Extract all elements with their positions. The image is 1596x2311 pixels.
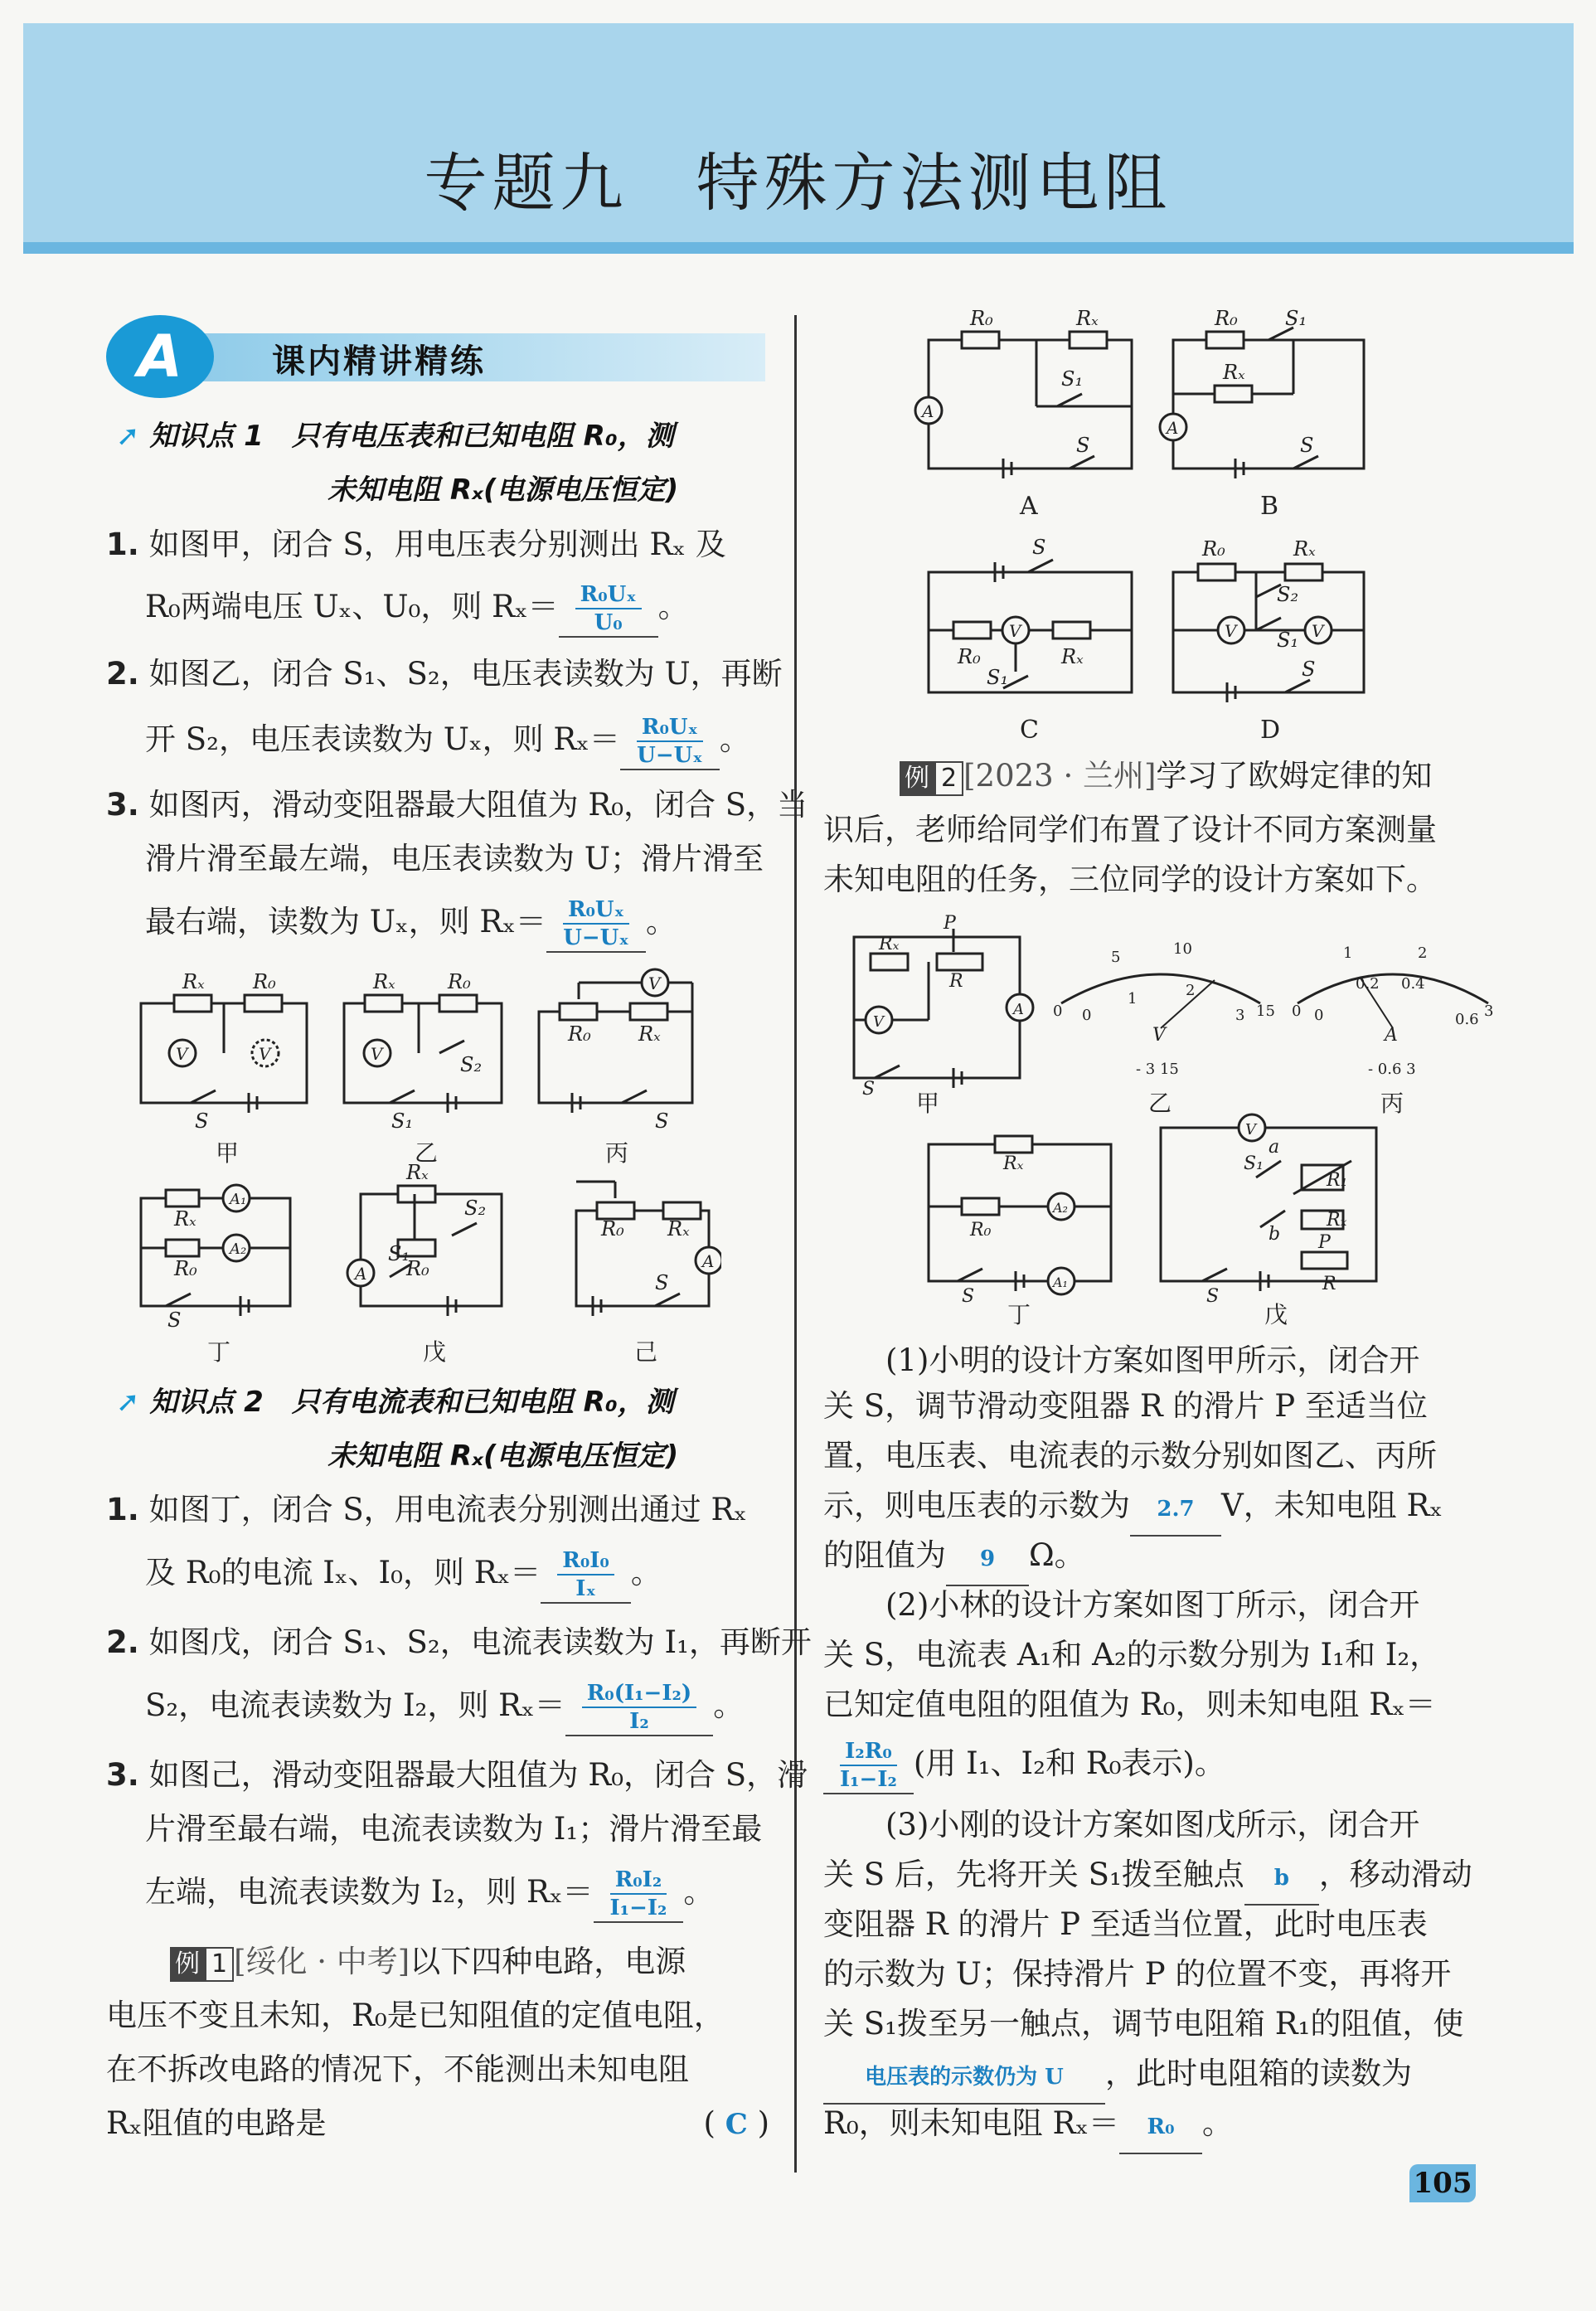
ex2-p3-text7b: 。 — [1202, 2105, 1233, 2141]
q1-text1: 如图甲，闭合 S，用电压表分别测出 Rₓ 及 — [148, 527, 726, 562]
q6-text3: 左端，电流表读数为 I₂，则 Rₓ＝ — [145, 1873, 594, 1910]
meter-v-tick: 0 — [1053, 1003, 1063, 1020]
ex2-p3-text7a: R₀，则未知电阻 Rₓ＝ — [823, 2105, 1119, 2141]
label-s: S — [1032, 536, 1046, 559]
label-rx: Rₓ — [1003, 1153, 1024, 1174]
label-s: S — [962, 1286, 975, 1307]
q1-number: 1. — [106, 527, 139, 562]
label-v: V — [176, 1044, 188, 1064]
label-s: S — [1206, 1286, 1220, 1307]
q2-line1 — [106, 648, 783, 700]
label-rx: Rₓ — [1327, 1210, 1347, 1231]
ex2-p3-answer-rx: R₀ — [1119, 2101, 1202, 2154]
label-s1: S₁ — [1061, 367, 1084, 391]
ex2-p3-text2a: 关 S 后，先将开关 S₁拨至触点 — [823, 1857, 1244, 1892]
label-contact-b: b — [1269, 1224, 1281, 1245]
q5-ans-den: I₂ — [629, 1708, 649, 1734]
ex2-p3-line1: (3)小刚的设计方案如图戊所示，闭合开 — [885, 1807, 1420, 1842]
label-a: A — [702, 1251, 715, 1271]
ex2-line3: 未知电阻的任务，三位同学的设计方案如下。 — [823, 862, 1437, 897]
option-a-label: A — [1020, 492, 1038, 521]
q6-answer — [594, 1866, 684, 1923]
label-contact-a: a — [1269, 1137, 1280, 1158]
label-rx: Rₓ — [879, 934, 900, 954]
q1-answer — [559, 580, 658, 638]
q4-text1: 如图丁，闭合 S，用电流表分别测出通过 Rₓ — [148, 1492, 747, 1527]
q4-line2: 及 R₀的电流 Iₓ、I₀，则 Rₓ＝ $\frac{\text{R₀I₀}}{\text{Iₓ}}$ 。 — [145, 1546, 662, 1604]
q2-text2: 开 S₂，电压表读数为 Uₓ，则 Rₓ＝ — [145, 721, 620, 757]
ex2-line1 — [900, 750, 1432, 802]
label-s: S — [195, 1109, 209, 1133]
label-rx: Rₓ — [1061, 645, 1084, 668]
arrow-icon: ➚ — [116, 1386, 140, 1419]
ex2-p2-line4 — [823, 1737, 1225, 1794]
ex1-text4: Rₓ阻值的电路是 — [106, 2105, 327, 2141]
label-v: V — [648, 973, 661, 993]
q3-ans-den: U−Uₓ — [563, 925, 629, 950]
option-d-label: D — [1260, 716, 1281, 745]
ex2-figures — [837, 912, 1567, 1327]
meter-v-tick: 3 — [1235, 1007, 1245, 1024]
ex2-p3-answer-contact: b — [1244, 1852, 1319, 1906]
meter-v-tick: 15 — [1256, 1003, 1275, 1020]
meter-a-tick: 0.4 — [1401, 975, 1425, 993]
meter-a-tick: 0.6 — [1455, 1011, 1479, 1028]
label-a2: A₂ — [230, 1240, 247, 1258]
fig-label-yi: 乙 — [415, 1139, 439, 1167]
label-v: V — [1312, 621, 1324, 641]
ex1-line4 — [106, 2098, 769, 2149]
meter-v-tick: 0 — [1082, 1007, 1092, 1024]
ex2-p3-line2 — [823, 1849, 1472, 1906]
fig-label-ji: 己 — [634, 1338, 658, 1366]
label-a: A — [922, 401, 934, 421]
ex2-p2-line1: (2)小林的设计方案如图丁所示，闭合开 — [885, 1587, 1420, 1623]
label-s: S — [655, 1109, 669, 1133]
meter-a-symbol: A — [1385, 1025, 1398, 1046]
label-r0: R₀ — [601, 1217, 624, 1240]
column-divider — [794, 315, 797, 2173]
q4-answer — [541, 1546, 631, 1604]
label-rx: Rₓ — [174, 1207, 196, 1231]
q4-text2: 及 R₀的电流 Iₓ、I₀，则 Rₓ＝ — [145, 1554, 541, 1590]
ex2-p1-answer-voltage: 2.7 — [1130, 1483, 1221, 1537]
q3-text1: 如图丙，滑动变阻器最大阻值为 R₀，闭合 S，当 — [148, 787, 808, 823]
label-a: A — [355, 1264, 367, 1284]
ex2-p1-line3: 置，电压表、电流表的示数分别如图乙、丙所 — [823, 1438, 1437, 1474]
ex2-source: [2023 · 兰州] — [963, 758, 1157, 794]
label-r: R — [949, 971, 963, 992]
label-rx: Rₓ — [1076, 307, 1099, 330]
q6-text1: 如图己，滑动变阻器最大阻值为 R₀，闭合 S，滑 — [148, 1757, 808, 1793]
label-a2: A₂ — [1053, 1200, 1068, 1216]
q4-ans-num: R₀I₀ — [557, 1547, 614, 1575]
ex2-p1-line4 — [823, 1480, 1443, 1537]
label-r0: R₀ — [1202, 537, 1225, 561]
page-number: 105 — [1409, 2164, 1476, 2202]
label-s1: S₁ — [391, 1109, 414, 1133]
label-s: S — [1302, 658, 1316, 681]
kp1-line2: 未知电阻 Rₓ(电源电压恒定) — [327, 473, 679, 507]
q4-line1 — [106, 1484, 747, 1536]
ex1-line2: 电压不变且未知，R₀是已知阻值的定值电阻， — [106, 1998, 725, 2033]
circuit-figures-left — [124, 962, 721, 1368]
q1-ans-num: R₀Uₓ — [575, 581, 642, 609]
ex2-tag: 例 — [900, 761, 934, 796]
ex2-p3-text6b: ，此时电阻箱的读数为 — [1105, 2056, 1412, 2091]
label-r0: R₀ — [1215, 307, 1238, 330]
q3-line2: 滑片滑至最左端，电压表读数为 U；滑片滑至 — [145, 841, 764, 876]
q1-ans-den: U₀ — [594, 609, 623, 635]
label-s1: S₁ — [1277, 629, 1299, 652]
label-p: P — [1318, 1232, 1331, 1253]
kp2-line2: 未知电阻 Rₓ(电源电压恒定) — [327, 1440, 679, 1473]
fig-label-bing: 丙 — [1380, 1090, 1404, 1117]
q3-answer — [546, 896, 646, 953]
kp2-line1: 知识点 2 只有电流表和已知电阻 R₀，测 — [149, 1386, 674, 1419]
q2-number: 2. — [106, 656, 139, 692]
ex2-text1: 学习了欧姆定律的知 — [1156, 758, 1433, 794]
label-s1: S₁ — [987, 666, 1009, 689]
ex2-p2-answer — [823, 1737, 914, 1794]
meter-a-tick: 0.2 — [1356, 975, 1380, 993]
q4-number: 1. — [106, 1492, 139, 1527]
ex2-p3-line4: 的示数为 U；保持滑片 P 的位置不变，再将开 — [823, 1956, 1452, 1992]
ex1-line3: 在不拆改电路的情况下，不能测出未知电阻 — [106, 2051, 689, 2087]
ex2-p3-answer-condition: 电压表的示数仍为 U — [823, 2051, 1105, 2105]
fig-label-jia: 甲 — [916, 1090, 940, 1117]
q5-text1: 如图戊，闭合 S₁、S₂，电流表读数为 I₁，再断开 — [148, 1624, 812, 1660]
label-r0: R₀ — [568, 1022, 591, 1046]
q3-ans-num: R₀Uₓ — [563, 896, 629, 925]
fig-label-bing: 丙 — [605, 1139, 629, 1167]
label-r0: R₀ — [174, 1257, 197, 1280]
q1-line1 — [106, 519, 726, 570]
meter-v-terminals: - 3 15 — [1136, 1061, 1179, 1078]
section-badge — [106, 315, 769, 398]
label-rx: Rₓ — [667, 1217, 690, 1240]
ex2-p1-text4b: V，未知电阻 Rₓ — [1221, 1488, 1443, 1523]
section-label: 课内精讲精练 — [272, 342, 486, 381]
q3-line1 — [106, 779, 808, 831]
label-r0: R₀ — [406, 1257, 429, 1280]
page-title: 专题九 特殊方法测电阻 — [424, 146, 1172, 220]
label-rx: Rₓ — [182, 970, 205, 993]
label-rx: Rₓ — [373, 970, 395, 993]
meter-v-tick: 1 — [1128, 990, 1138, 1007]
q5-ans-num: R₀(I₁−I₂) — [582, 1680, 696, 1708]
label-rx: Rₓ — [406, 1161, 429, 1184]
ex2-line2: 识后，老师给同学们布置了设计不同方案测量 — [823, 812, 1437, 847]
arrow-icon: ➚ — [116, 420, 140, 453]
q2-ans-num: R₀Uₓ — [637, 714, 703, 742]
label-rx: Rₓ — [1293, 537, 1316, 561]
meter-v-tick: 2 — [1186, 982, 1196, 999]
meter-a-tick: 1 — [1343, 944, 1353, 962]
label-s1: S₁ — [388, 1242, 410, 1265]
ex2-p1-answer-resistance: 9 — [946, 1533, 1029, 1586]
q2-text1: 如图乙，闭合 S₁、S₂，电压表读数为 U，再断 — [148, 656, 783, 692]
label-r0: R₀ — [970, 307, 993, 330]
label-s: S — [862, 1079, 876, 1100]
ex2-p2-line3: 已知定值电阻的阻值为 R₀，则未知电阻 Rₓ＝ — [823, 1687, 1436, 1722]
ex2-p1-text4a: 示，则电压表的示数为 — [823, 1488, 1130, 1523]
q5-number: 2. — [106, 1624, 139, 1660]
q4-ans-den: Iₓ — [575, 1575, 596, 1601]
label-s2: S₂ — [460, 1053, 483, 1076]
ex1-source: [绥化 · 中考] — [234, 1944, 410, 1979]
header-stripe — [23, 242, 1574, 254]
ex1-answer: C — [725, 2108, 748, 2141]
label-v: V — [1245, 1121, 1256, 1139]
fig-label-ding: 丁 — [1007, 1301, 1031, 1327]
label-p: P — [944, 913, 956, 934]
kp1-line1: 知识点 1 只有电压表和已知电阻 R₀，测 — [149, 420, 674, 453]
paren-open: ( — [703, 2105, 716, 2141]
q6-line3: 左端，电流表读数为 I₂，则 Rₓ＝ $\frac{\text{R₀I₂}}{\text{I₁−I₂}}$ 。 — [145, 1866, 714, 1923]
label-s: S — [167, 1308, 182, 1332]
meter-v-symbol: V — [1152, 1025, 1166, 1046]
label-s1: S₁ — [1244, 1153, 1264, 1174]
label-rx: Rₓ — [638, 1022, 661, 1046]
q3-text3: 最右端，读数为 Uₓ，则 Rₓ＝ — [145, 903, 546, 939]
ex2-p1-line5 — [823, 1530, 1085, 1586]
label-rx: Rₓ — [1223, 361, 1245, 384]
fig-label-jia: 甲 — [216, 1139, 240, 1167]
ex1-number: 1 — [205, 1947, 234, 1982]
ex1-tag: 例 — [170, 1947, 205, 1982]
q3-line3: 最右端，读数为 Uₓ，则 Rₓ＝ $\frac{\text{R₀Uₓ}}{\text{U−Uₓ}}$ 。 — [145, 896, 677, 953]
ex2-p3-line6 — [823, 2048, 1412, 2105]
q6-ans-num: R₀I₂ — [610, 1867, 667, 1895]
meter-v-tick: 5 — [1111, 949, 1121, 966]
fig-label-wu: 戊 — [423, 1338, 447, 1366]
label-r0: R₀ — [958, 645, 981, 668]
label-v: V — [259, 1044, 271, 1064]
ex2-p1-text5b: Ω。 — [1029, 1537, 1085, 1573]
ex2-p3-line5: 关 S₁拨至另一触点，调节电阻箱 R₁的阻值，使 — [823, 2006, 1464, 2042]
q2-ans-den: U−Uₓ — [637, 742, 703, 768]
knowledge-point-1 — [116, 410, 674, 462]
q6-number: 3. — [106, 1757, 139, 1793]
q6-line1 — [106, 1750, 808, 1801]
q2-line2: 开 S₂，电压表读数为 Uₓ，则 Rₓ＝ $\frac{\text{R₀Uₓ}}{\text{U−Uₓ}}$ 。 — [145, 713, 750, 770]
label-a1: A₁ — [230, 1191, 247, 1208]
label-r0: R₀ — [970, 1220, 992, 1240]
label-v: V — [1225, 621, 1237, 641]
label-s1: S₁ — [1285, 307, 1307, 330]
ex2-p1-text5a: 的阻值为 — [823, 1537, 946, 1573]
q3-number: 3. — [106, 787, 139, 823]
label-r0: R₀ — [253, 970, 276, 993]
meter-v-tick: 10 — [1173, 940, 1192, 958]
fig-label-yi: 乙 — [1148, 1090, 1172, 1117]
label-s2: S₂ — [1277, 583, 1299, 606]
ex2-p1-line2: 关 S，调节滑动变阻器 R 的滑片 P 至适当位 — [823, 1388, 1428, 1424]
fig-label-ding: 丁 — [207, 1338, 231, 1366]
ex2-p3-line7 — [823, 2098, 1233, 2154]
knowledge-point-2 — [116, 1376, 674, 1428]
ex2-p1-line1: (1)小明的设计方案如图甲所示，闭合开 — [885, 1342, 1420, 1378]
ex2-p3-line3: 变阻器 R 的滑片 P 至适当位置，此时电压表 — [823, 1906, 1428, 1942]
q1-text2: R₀两端电压 Uₓ、U₀，则 Rₓ＝ — [145, 588, 559, 624]
meter-a-tick: 0 — [1292, 1003, 1302, 1020]
q5-line2: S₂，电流表读数为 I₂，则 Rₓ＝ $\frac{\text{R₀(I₁−I₂)}}{\text{I₂}}$ 。 — [145, 1679, 744, 1736]
label-a: A — [1167, 418, 1179, 438]
q5-text2: S₂，电流表读数为 I₂，则 Rₓ＝ — [145, 1687, 565, 1723]
ex2-p2-text4: (用 I₁、I₂和 R₀表示)。 — [913, 1745, 1225, 1781]
label-v: V — [873, 1013, 884, 1031]
ex2-p3-text2b: ，移动滑动 — [1318, 1857, 1472, 1892]
fig-label-wu: 戊 — [1264, 1301, 1288, 1327]
q6-line2: 片滑至最右端，电流表读数为 I₁；滑片滑至最 — [145, 1811, 763, 1847]
q1-line2: R₀两端电压 Uₓ、U₀，则 Rₓ＝ $\frac{\text{R₀Uₓ}}{\text{U₀}}$ 。 — [145, 580, 689, 638]
q6-ans-den: I₁−I₂ — [609, 1895, 667, 1920]
label-r0: R₀ — [448, 970, 471, 993]
ex2-number: 2 — [934, 761, 963, 796]
option-b-label: B — [1260, 492, 1279, 521]
q2-answer — [620, 713, 720, 770]
label-r1: R₁ — [1327, 1170, 1348, 1191]
label-s: S — [1076, 434, 1090, 457]
option-c-label: C — [1020, 716, 1039, 745]
meter-a-terminals: - 0.6 3 — [1368, 1061, 1416, 1078]
ex2-p2-line2: 关 S，电流表 A₁和 A₂的示数分别为 I₁和 I₂， — [823, 1637, 1441, 1673]
ex1-line1 — [170, 1936, 686, 1988]
label-s: S — [655, 1271, 669, 1294]
label-v: V — [1009, 621, 1021, 641]
meter-a-tick: 2 — [1418, 944, 1428, 962]
q5-answer — [565, 1679, 713, 1736]
ex1-answer-paren — [704, 2098, 769, 2150]
ex2-p2-ans-num: I₂R₀ — [840, 1738, 897, 1766]
meter-a-tick: 3 — [1484, 1003, 1494, 1020]
label-s2: S₂ — [464, 1197, 487, 1220]
ex1-text1: 以下四种电路，电源 — [410, 1944, 686, 1979]
section-letter: A — [106, 315, 214, 398]
q5-line1 — [106, 1617, 812, 1668]
meter-a-tick: 0 — [1314, 1007, 1324, 1024]
label-r: R — [1322, 1274, 1336, 1294]
ex1-circuits — [912, 299, 1492, 746]
label-v: V — [371, 1044, 383, 1064]
label-s: S — [1300, 434, 1314, 457]
label-a1: A₁ — [1053, 1274, 1068, 1290]
label-a: A — [1013, 1001, 1024, 1018]
ex2-p2-ans-den: I₁−I₂ — [840, 1766, 897, 1792]
paren-close: ) — [757, 2105, 769, 2141]
